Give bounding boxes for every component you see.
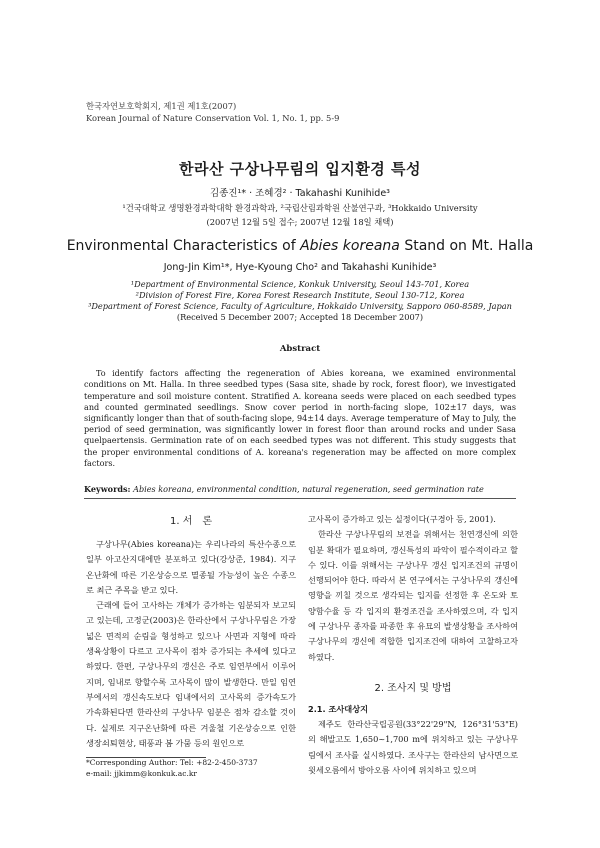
keywords-text: Abies koreana, environmental condition, natural regeneration, seed germination rate	[133, 484, 484, 494]
affiliation-2: ²Division of Forest Fire, Korea Forest Research Institute, Seoul 130-712, Korea	[135, 290, 465, 300]
section-1-title: 1. 서 론	[169, 516, 213, 527]
english-dates: (Received 5 December 2007; Accepted 18 December 2007)	[176, 312, 424, 322]
section-spacer	[308, 665, 518, 679]
english-authors: Jong-Jin Kim¹*, Hye-Kyoung Cho² and Takahashi Kunihide³	[163, 262, 437, 273]
intro-paragraph-3: 고사목이 증가하고 있는 실정이다(구경아 등, 2001).	[308, 514, 496, 524]
english-title-species: Abies koreana	[300, 238, 400, 254]
intro-paragraph-2: 근래에 들어 고사하는 개체가 증가하는 임분되자 보고되고 있는데, 고정군(2003)은 한라산에서 구상나무림은 가장 넓은 면적의 순림을 형성하고 있으나 사면과 지형에 따라 생육상황이 다르고 고사목이 점차 증가되는 추세에 있다고 하였다. 한편, 구상나무의 갱신은 주로 임연부에서 이루어지며, 임내로 향할수록 고사목이 많이 발생한다. 만일 임연부에서의 갱신속도보다 임내에서의 고사목의 증가속도가 가속화된다면 한라산의 구상나무 임분은 점차 감소할 것이다. 실제로 지구온난화에 따른 겨울철 기온상승으로 인한 생장쇠퇴현상, 태풍과 봄 가뭄 등의 원인으로	[86, 600, 296, 748]
affiliation-3: ³Department of Forest Science, Faculty of Agriculture, Hokkaido University, Sapporo 060-8589, Japan	[88, 301, 512, 311]
abstract-divider	[84, 498, 516, 499]
left-column	[86, 512, 296, 779]
english-title-prefix: Environmental Characteristics of	[66, 238, 301, 254]
abstract-heading: Abstract	[279, 344, 321, 354]
subsection-2-1-title: 2.1. 조사대상지	[308, 703, 369, 714]
abstract-text: To identify factors affecting the regeneration of Abies koreana, we examined environmental conditions on Mt. Halla. In three seedbed types (Sasa site, shade by rock, forest floor), we investigated temperature and soil moisture content. Stratified A. koreana seeds were placed on each seedbed types and counted germinated seedlings. Snow cover period in north-facing slope, 102±17 days, was significantly longer than that of south-facing slope, 94±14 days. Average temperature of May to July, the period of seed germination, was significantly lower in forest floor than around rocks and under Sasa quelpaertensis. Germination rate of on each seedbed types was not different. This study suggests that the proper environmental conditions of A. koreana's regeneration may be affected on more complex factors.	[84, 368, 516, 468]
methods-paragraph-1: 제주도 한라산국립공원(33°22'29"N, 126°31'53"E)의 해발고도 1,650~1,700 m에 위치하고 있는 구상나무림에서 조사를 실시하였다. 조사구는 한라산의 남사면으로 윗세오름에서 방아오름 사이에 위치하고 있으며	[308, 718, 518, 775]
running-header-english: Korean Journal of Nature Conservation Vol. 1, No. 1, pp. 5-9	[86, 113, 340, 123]
english-title-suffix: Stand on Mt. Halla	[399, 238, 534, 254]
keywords-label: Keywords:	[84, 484, 131, 494]
korean-dates: (2007년 12월 5일 접수; 2007년 12월 18일 채택)	[206, 217, 394, 227]
intro-paragraph-4: 한라산 구상나무림의 보전을 위해서는 천연갱신에 의한 임분 확대가 필요하며, 갱신특성의 파악이 필수적이라고 할 수 있다. 이를 위해서는 구상나무 갱신 입지조건의 규명이 선행되어야 한다. 따라서 본 연구에서는 구상나무의 갱신에 영향을 끼칠 것으로 생각되는 입지를 선정한 후 온도와 토양함수율 등 각 입지의 환경조건을 조사하였으며, 각 입지에 구상나무 종자를 파종한 후 유묘의 발생상황을 조사하여 구상나무의 갱신에 적합한 입지조건에 대하여 고찰하고자 하였다.	[308, 529, 518, 662]
intro-paragraph-1: 구상나무(Abies koreana)는 우리나라의 특산수종으로 일부 아고산지대에만 분포하고 있다(강상준, 1984). 지구온난화에 따른 기온상승으로 멸종될 가능성이 높은 수종으로 최근 주목을 받고 있다.	[86, 539, 296, 595]
korean-title: 한라산 구상나무림의 입지환경 특성	[178, 160, 422, 178]
affiliation-1: ¹Department of Environmental Science, Konkuk University, Seoul 143-701, Korea	[130, 279, 470, 289]
keywords	[84, 484, 516, 494]
running-header	[86, 100, 339, 124]
english-title	[0, 238, 600, 254]
running-header-korean: 한국자연보호학회지, 제1권 제1호(2007)	[86, 101, 237, 111]
footnote-author: *Corresponding Author: Tel: +82-2-450-3737	[86, 758, 258, 768]
right-column	[308, 512, 518, 778]
korean-authors: 김종진¹* · 조혜경² · Takahashi Kunihide³	[209, 188, 390, 199]
footnote-email: e-mail: jjkimm@konkuk.ac.kr	[86, 768, 197, 778]
section-2-title: 2. 조사지 및 방법	[374, 682, 452, 694]
english-affiliations	[0, 279, 600, 323]
korean-affiliations: ¹건국대학교 생명환경과학대학 환경과학과, ²국립산림과학원 산불연구과, ³Hokkaido University	[122, 203, 478, 213]
